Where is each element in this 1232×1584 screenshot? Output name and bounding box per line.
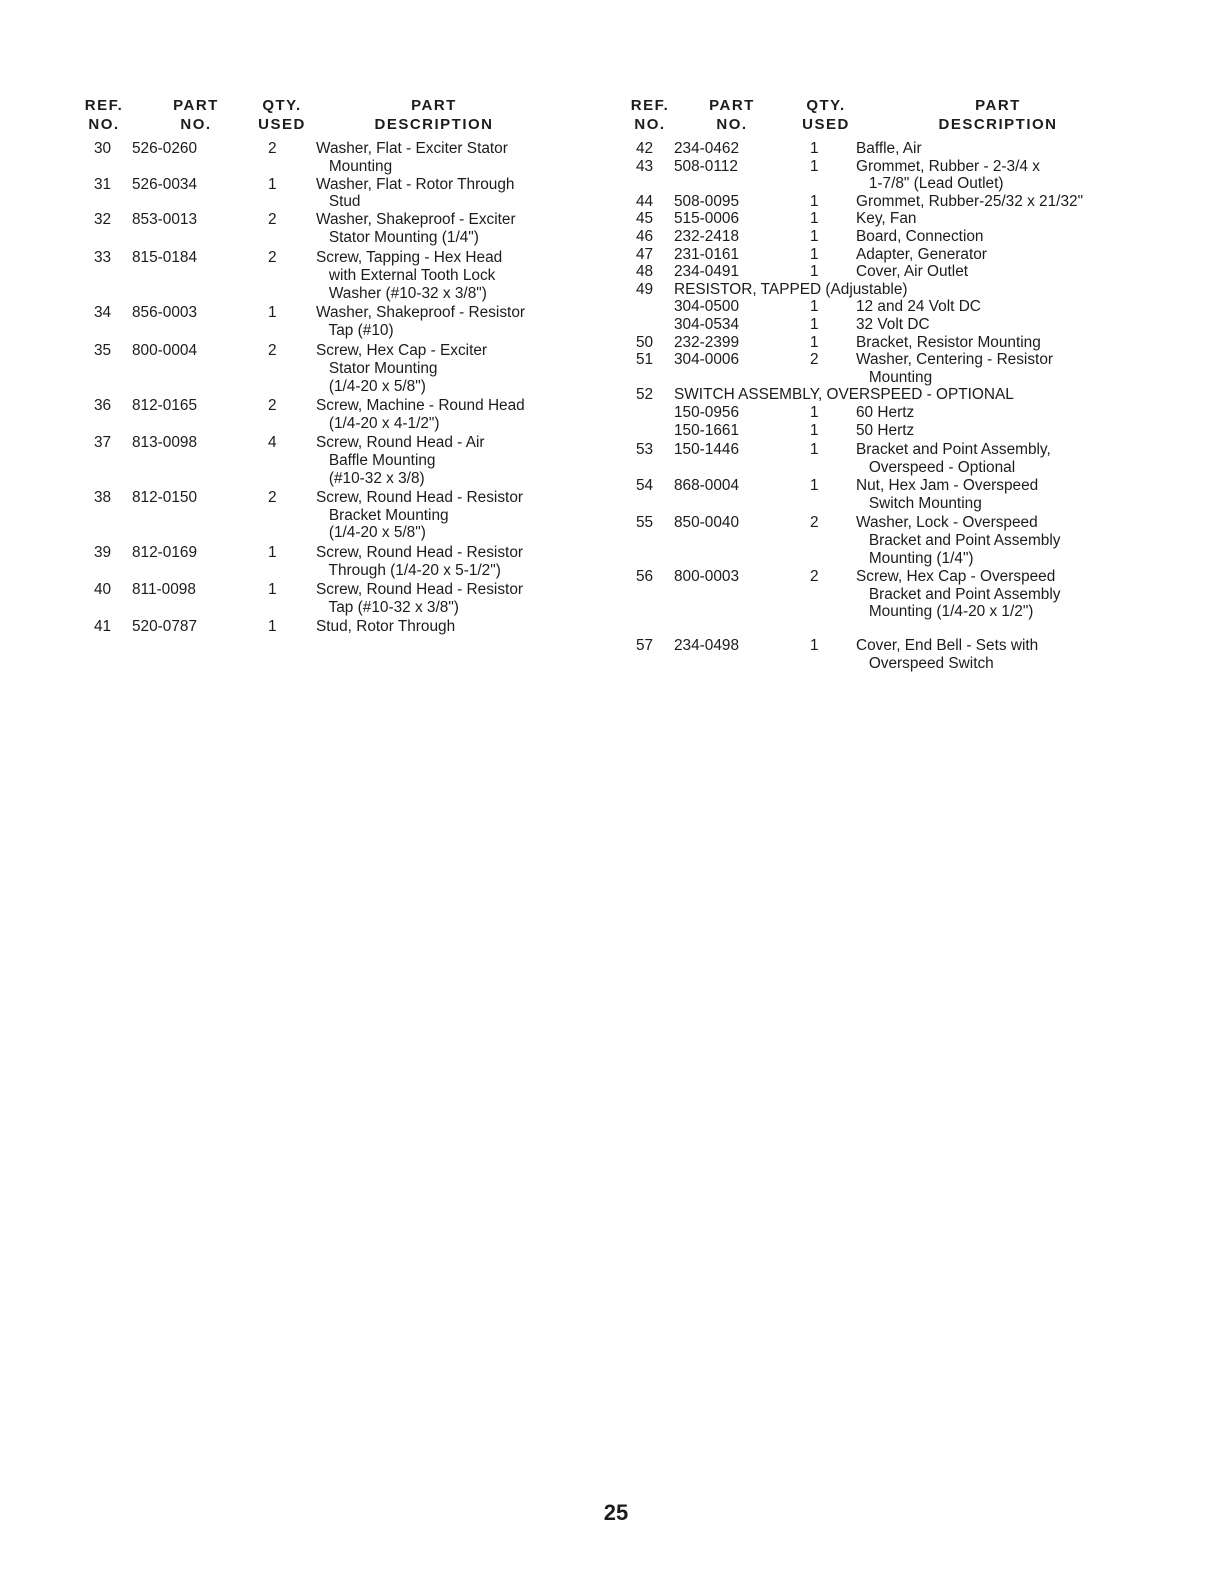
- parts-row: [84, 342, 574, 395]
- part-description: Washer, Lock - Overspeed Bracket and Point Assembly Mounting (1/4"): [856, 514, 1061, 567]
- ref-number: 30: [94, 140, 112, 157]
- part-no-header: PART NO.: [173, 97, 219, 133]
- group-heading: RESISTOR, TAPPED (Adjustable): [674, 280, 908, 298]
- parts-row: [84, 489, 574, 542]
- qty-used: 1: [268, 543, 277, 561]
- parts-row: [628, 158, 1148, 193]
- parts-row: [84, 544, 574, 579]
- qty-used: 2: [268, 249, 277, 267]
- part-description-header: PART DESCRIPTION: [374, 97, 494, 133]
- ref-no-header: REF. NO.: [84, 97, 124, 133]
- part-number: 526-0260: [132, 140, 198, 157]
- qty-used: 1: [810, 441, 819, 459]
- page-number: 25: [603, 1500, 629, 1525]
- parts-row: [84, 249, 574, 302]
- ref-number: 42: [636, 140, 654, 157]
- part-description: Washer, Flat - Exciter Stator Mounting: [316, 140, 508, 175]
- qty-used: 1: [810, 245, 819, 263]
- right-table-header: [628, 96, 1148, 140]
- parts-row: [84, 176, 574, 211]
- left-table-header: [84, 96, 574, 140]
- qty-used: 1: [810, 403, 819, 421]
- parts-row: [628, 334, 1148, 352]
- part-description: Bracket and Point Assembly, Overspeed - Optional: [856, 441, 1051, 476]
- ref-number: 47: [636, 245, 654, 263]
- part-number: 813-0098: [132, 434, 198, 452]
- parts-row: [628, 404, 1148, 422]
- part-number: 812-0169: [132, 543, 198, 561]
- ref-number: 38: [94, 489, 112, 507]
- part-number: 526-0034: [132, 175, 198, 193]
- ref-number: 53: [636, 441, 654, 459]
- qty-used: 1: [810, 421, 819, 439]
- qty-used: 2: [268, 489, 277, 507]
- parts-row: [628, 263, 1148, 281]
- part-number: 231-0161: [674, 245, 740, 263]
- part-description: Grommet, Rubber - 2-3/4 x 1-7/8" (Lead Outlet): [856, 157, 1040, 193]
- part-number: 812-0150: [132, 489, 198, 507]
- ref-number: 51: [636, 351, 654, 369]
- ref-number: 31: [94, 175, 112, 193]
- ref-number: 54: [636, 477, 654, 495]
- parts-row: [628, 281, 1148, 299]
- qty-used-header: QTY. USED: [258, 97, 306, 133]
- part-description: Washer, Centering - Resistor Mounting: [856, 351, 1054, 386]
- part-description: 50 Hertz: [856, 421, 915, 439]
- part-description: Washer, Shakeproof - Exciter Stator Mounting (1/4"): [316, 211, 516, 246]
- part-description: Screw, Machine - Round Head (1/4-20 x 4-1/2"): [316, 397, 525, 432]
- parts-row: [84, 581, 574, 616]
- parts-row: [628, 351, 1148, 386]
- ref-number: 35: [94, 342, 112, 360]
- part-description: Screw, Round Head - Resistor Bracket Mounting (1/4-20 x 5/8"): [316, 489, 524, 542]
- part-number: 304-0006: [674, 351, 740, 369]
- ref-number: 46: [636, 227, 654, 245]
- part-number: 150-1661: [674, 421, 740, 439]
- parts-row: [628, 386, 1148, 404]
- right-table-rows: [628, 140, 1148, 672]
- part-number: 800-0003: [674, 568, 740, 586]
- part-number: 234-0491: [674, 263, 740, 281]
- part-number: 812-0165: [132, 397, 198, 415]
- part-description: Baffle, Air: [856, 140, 922, 157]
- ref-number: 39: [94, 543, 112, 561]
- parts-row: [628, 193, 1148, 211]
- parts-row: [84, 304, 574, 339]
- part-number: 234-0498: [674, 637, 740, 655]
- part-number: 508-0112: [674, 157, 738, 175]
- ref-number: 48: [636, 263, 654, 281]
- part-number: 515-0006: [674, 210, 740, 228]
- parts-row: [84, 211, 574, 246]
- part-number: 815-0184: [132, 249, 198, 267]
- part-number: 304-0500: [674, 298, 740, 316]
- parts-row: [628, 140, 1148, 158]
- group-heading: SWITCH ASSEMBLY, OVERSPEED - OPTIONAL: [674, 386, 1014, 404]
- part-description: Screw, Hex Cap - Overspeed Bracket and Point Assembly Mounting (1/4-20 x 1/2"): [856, 568, 1061, 621]
- part-number: 234-0462: [674, 140, 740, 157]
- qty-used-header: QTY. USED: [802, 97, 850, 133]
- qty-used: 1: [268, 618, 277, 636]
- qty-used: 2: [268, 140, 277, 157]
- part-number: 508-0095: [674, 192, 740, 210]
- qty-used: 1: [810, 315, 819, 333]
- parts-row: [84, 434, 574, 487]
- parts-row: [84, 618, 574, 636]
- part-description: Washer, Flat - Rotor Through Stud: [316, 175, 515, 211]
- qty-used: 2: [268, 211, 277, 229]
- parts-row: [628, 477, 1148, 512]
- part-number: 868-0004: [674, 477, 740, 495]
- part-number: 150-0956: [674, 403, 740, 421]
- ref-number: 41: [94, 618, 112, 636]
- ref-number: 43: [636, 157, 654, 175]
- qty-used: 2: [810, 514, 819, 532]
- part-description: Screw, Round Head - Resistor Through (1/4-20 x 5-1/2"): [316, 543, 524, 579]
- part-description: Screw, Hex Cap - Exciter Stator Mounting (1/4-20 x 5/8"): [316, 342, 488, 395]
- part-description: Adapter, Generator: [856, 245, 987, 263]
- right-parts-table: [628, 96, 1148, 672]
- qty-used: 1: [810, 140, 819, 157]
- part-description: Cover, Air Outlet: [856, 263, 969, 281]
- qty-used: 1: [810, 227, 819, 245]
- part-description: Bracket, Resistor Mounting: [856, 333, 1041, 351]
- part-number: 811-0098: [132, 581, 196, 599]
- qty-used: 1: [810, 637, 819, 655]
- part-description: Screw, Tapping - Hex Head with External Tooth Lock Washer (#10-32 x 3/8"): [316, 249, 503, 302]
- qty-used: 1: [268, 304, 277, 322]
- parts-row: [628, 316, 1148, 334]
- part-description: Nut, Hex Jam - Overspeed Switch Mounting: [856, 477, 1039, 512]
- part-description: Board, Connection: [856, 227, 984, 245]
- part-description: Cover, End Bell - Sets with Overspeed Switch: [856, 637, 1039, 672]
- parts-row: [628, 637, 1148, 672]
- part-description: 32 Volt DC: [856, 315, 930, 333]
- parts-row: [628, 210, 1148, 228]
- qty-used: 1: [810, 477, 819, 495]
- left-table-rows: [84, 140, 574, 636]
- part-number: 856-0003: [132, 304, 198, 322]
- part-number: 232-2399: [674, 333, 740, 351]
- part-number: 304-0534: [674, 315, 740, 333]
- ref-number: 50: [636, 333, 654, 351]
- ref-number: 57: [636, 637, 654, 655]
- ref-number: 52: [636, 386, 654, 404]
- qty-used: 2: [810, 351, 819, 369]
- ref-number: 44: [636, 192, 654, 210]
- ref-number: 55: [636, 514, 654, 532]
- qty-used: 2: [268, 342, 277, 360]
- ref-number: 49: [636, 280, 654, 298]
- qty-used: 1: [810, 157, 819, 175]
- part-number: 150-1446: [674, 441, 740, 459]
- left-parts-table: [84, 96, 574, 636]
- part-description: Washer, Shakeproof - Resistor Tap (#10): [316, 304, 525, 339]
- part-description: 12 and 24 Volt DC: [856, 298, 981, 316]
- qty-used: 1: [268, 175, 277, 193]
- ref-number: 36: [94, 397, 112, 415]
- qty-used: 1: [810, 333, 819, 351]
- part-number: 800-0004: [132, 342, 198, 360]
- qty-used: 4: [268, 434, 277, 452]
- qty-used: 1: [810, 210, 819, 228]
- qty-used: 2: [810, 568, 819, 586]
- ref-number: 45: [636, 210, 654, 228]
- parts-row: [628, 568, 1148, 621]
- parts-row: [628, 441, 1148, 476]
- part-number: 853-0013: [132, 211, 198, 229]
- part-description: 60 Hertz: [856, 403, 915, 421]
- part-description: Stud, Rotor Through: [316, 618, 456, 636]
- part-no-header: PART NO.: [709, 97, 755, 133]
- ref-number: 32: [94, 211, 112, 229]
- qty-used: 1: [810, 263, 819, 281]
- parts-row: [628, 298, 1148, 316]
- parts-row: [628, 246, 1148, 264]
- ref-number: 33: [94, 249, 112, 267]
- part-description: Key, Fan: [856, 210, 917, 228]
- ref-number: 40: [94, 581, 112, 599]
- qty-used: 2: [268, 397, 277, 415]
- parts-row: [628, 228, 1148, 246]
- part-description: Screw, Round Head - Air Baffle Mounting (#10-32 x 3/8): [316, 434, 485, 487]
- ref-number: 34: [94, 304, 112, 322]
- part-number: 232-2418: [674, 227, 740, 245]
- part-description-header: PART DESCRIPTION: [938, 97, 1058, 133]
- parts-row: [84, 140, 574, 175]
- ref-number: 37: [94, 434, 112, 452]
- parts-row: [628, 514, 1148, 567]
- part-number: 850-0040: [674, 514, 740, 532]
- parts-row: [84, 397, 574, 432]
- part-description: Screw, Round Head - Resistor Tap (#10-32 x 3/8"): [316, 581, 524, 616]
- parts-row: [628, 422, 1148, 440]
- part-number: 520-0787: [132, 618, 198, 636]
- qty-used: 1: [810, 192, 819, 210]
- ref-number: 56: [636, 568, 654, 586]
- qty-used: 1: [268, 581, 277, 599]
- ref-no-header: REF. NO.: [630, 97, 670, 133]
- part-description: Grommet, Rubber-25/32 x 21/32": [856, 192, 1084, 210]
- qty-used: 1: [810, 298, 819, 316]
